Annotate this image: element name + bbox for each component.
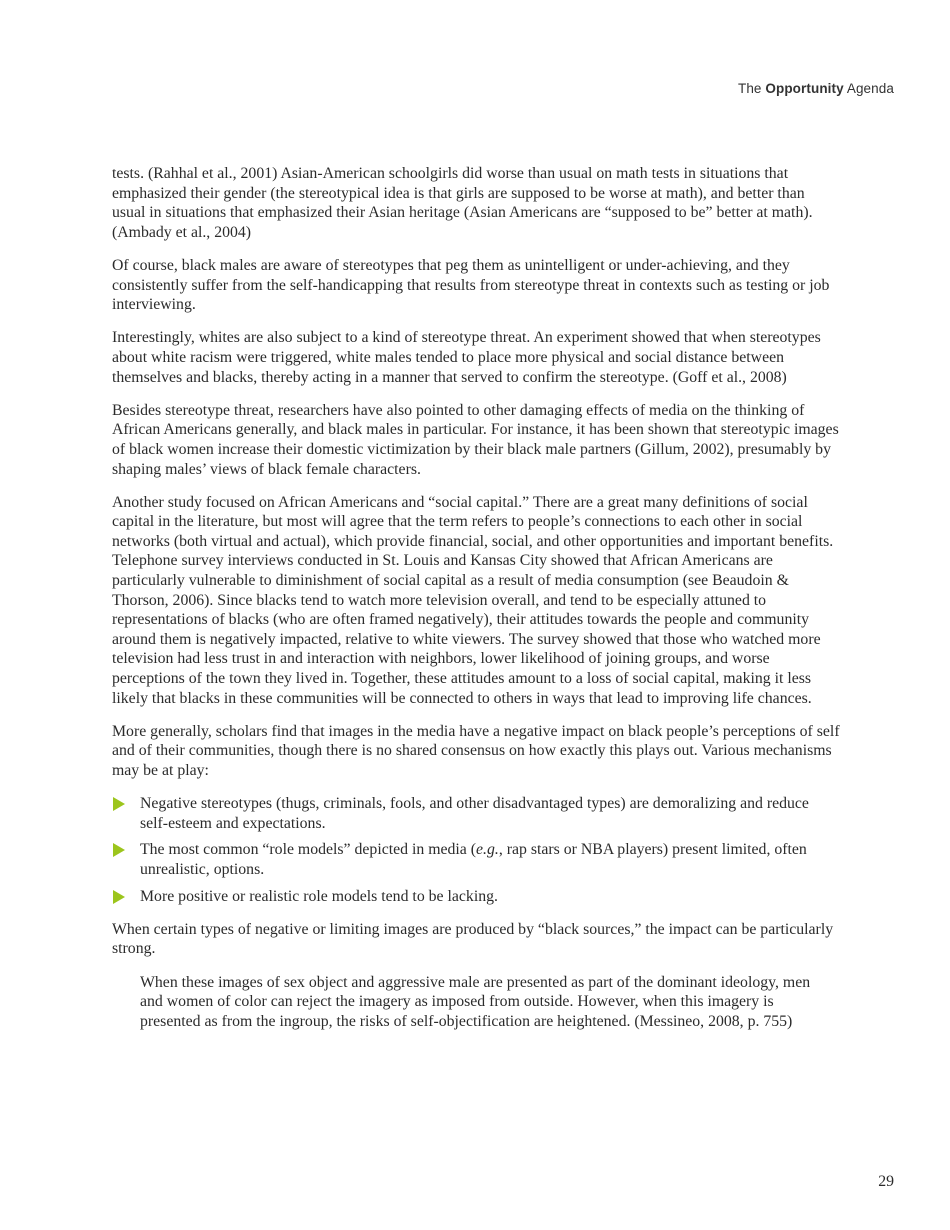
triangle-bullet-icon: [113, 843, 125, 857]
list-item-text: Negative stereotypes (thugs, criminals, fools, and other disadvantaged types) are demoralizing and reduce self-esteem and expectations.: [140, 795, 809, 832]
block-quote: When these images of sex object and aggressive male are presented as part of the dominant ideology, men and women of color can reject the imagery as imposed from outside. However, when this imagery is presented as from the ingroup, the risks of self-objectification are heightened. (Messineo, 2008, p. 755): [140, 973, 811, 1030]
list-item-text-emphasis: e.g.: [476, 841, 499, 859]
list-item: [112, 794, 840, 833]
running-header: [738, 81, 894, 96]
list-item: [112, 887, 840, 907]
page-number: 29: [878, 1173, 894, 1190]
list-item-text: More positive or realistic role models tend to be lacking.: [140, 887, 498, 905]
paragraph-social-capital: Another study focused on African Americans and “social capital.” There are a great many definitions of social capital in the literature, but most will agree that the term refers to people’s connections to each other in social networks (both virtual and actual), which provide financial, social, and other opportunities and important benefits. Telephone survey interviews conducted in St. Louis and Kansas City showed that African Americans are particularly vulnerable to diminishment of social capital as a result of media consumption (see Beaudoin & Thorson, 2006). Since blacks tend to watch more television overall, and tend to be especially attuned to representations of blacks (who are often framed negatively), their attitudes towards the people and community around them is negatively impacted, relative to white viewers. The survey showed that those who watched more television had less trust in and interaction with neighbors, lower likelihood of joining groups, and worse perceptions of the town they lived in. Together, these attitudes amount to a loss of social capital, making it less likely that blacks in these communities will be connected to others in ways that lead to improving life chances.: [112, 493, 834, 707]
paragraph-black-males: Of course, black males are aware of stereotypes that peg them as unintelligent or under-achieving, and they consistently suffer from the self-handicapping that results from stereotype threat in contexts such as testing or job interviewing.: [112, 256, 830, 314]
header-brand: Opportunity: [765, 81, 844, 96]
triangle-bullet-icon: [113, 890, 125, 904]
header-prefix: The: [737, 81, 762, 96]
paragraph-stereotype-math: tests. (Rahhal et al., 2001) Asian-American schoolgirls did worse than usual on math tests in situations that emphasized their gender (the stereotypical idea is that girls are supposed to be worse at math), and better than usual in situations that emphasized their Asian heritage (Asian Americans are “supposed to be” better at math). (Ambady et al., 2004): [112, 165, 813, 241]
paragraph-media-effects: Besides stereotype threat, researchers have also pointed to other damaging effects of media on the thinking of African Americans generally, and black males in particular. For instance, it has been shown that stereotypic images of black women increase their domestic victimization by their black male partners (Gillum, 2002), presumably by shaping males’ views of black female characters.: [112, 401, 839, 478]
paragraph-mechanisms-intro: More generally, scholars find that images in the media have a negative impact on black people’s perceptions of self and of their communities, though there is no shared consensus on how exactly this plays out. Various mechanisms may be at play:: [112, 722, 840, 779]
header-suffix: Agenda: [846, 81, 894, 96]
list-item: [112, 840, 840, 879]
paragraph-black-sources: When certain types of negative or limiting images are produced by “black sources,” the impact can be particularly strong.: [112, 920, 834, 958]
list-item-text-start: The most common “role models” depicted in media (: [140, 841, 477, 859]
triangle-bullet-icon: [113, 797, 125, 811]
list-item-text-end: , rap stars or NBA players) present limited, often unrealistic, options.: [140, 841, 807, 878]
body-text: [112, 164, 840, 1031]
mechanisms-list: [112, 794, 840, 906]
paragraph-white-stereotype-threat: Interestingly, whites are also subject to a kind of stereotype threat. An experiment showed that when stereotypes about white racism were triggered, white males tended to place more physical and social distance between themselves and blacks, thereby acting in a manner that served to confirm the stereotype. (Goff et al., 2008): [112, 329, 821, 386]
